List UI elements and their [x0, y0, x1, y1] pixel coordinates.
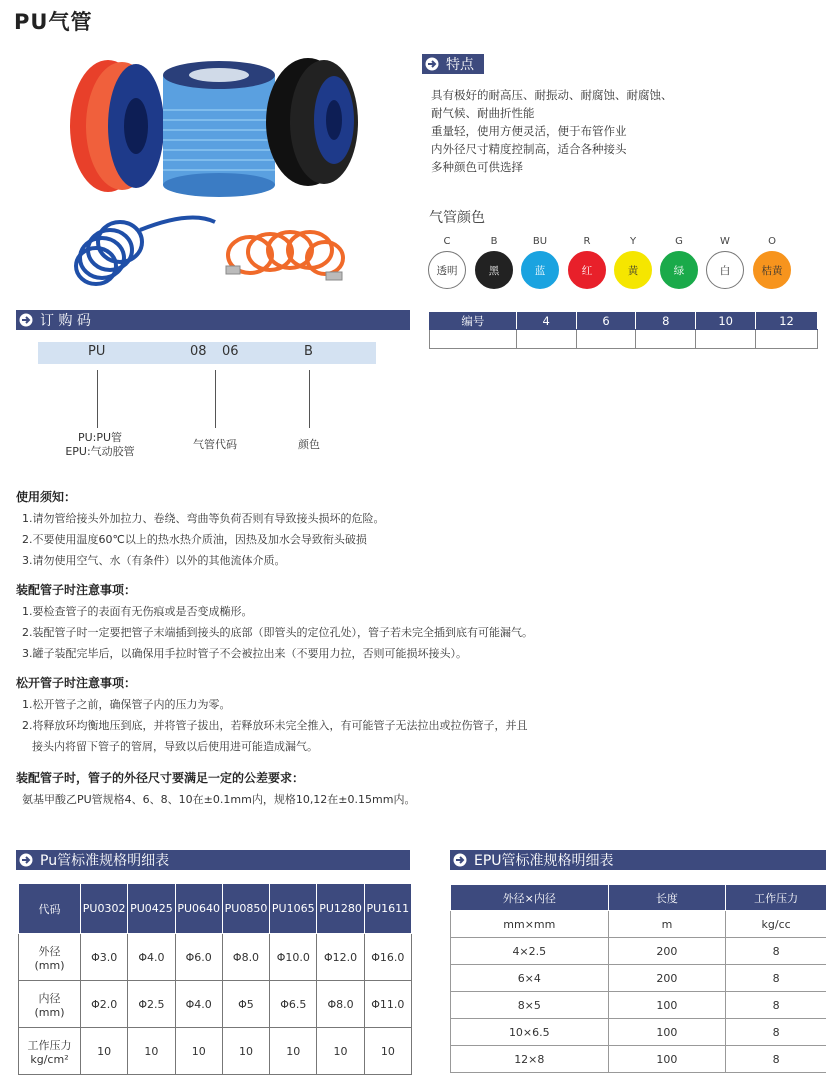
- note-item: 3.罐子装配完毕后，以确保用手拉时管子不会被拉出来（不要用力拉，否则可能损坏接头）。: [22, 647, 467, 660]
- feature-line: 内外径尺寸精度控制高，适合各种接头: [431, 142, 627, 156]
- color-item: [474, 236, 514, 289]
- note-item: 2.装配管子时一定要把管子末端插到接头的底部（即管头的定位孔处），管子若未完全插到底有可能漏气。: [22, 626, 533, 639]
- table-cell: mm×mm: [451, 911, 609, 938]
- table-cell: Φ8.0: [317, 981, 364, 1028]
- product-photo: [40, 40, 380, 310]
- table-cell: 10: [175, 1028, 222, 1075]
- note-item: 氨基甲酸乙PU管规格4、6、8、10在±0.1mm内，规格10,12在±0.15mm内。: [22, 793, 416, 806]
- table-row: [451, 1019, 826, 1046]
- order-code-label: 气管代码: [193, 438, 237, 451]
- table-header-cell: PU0850: [222, 884, 269, 934]
- color-code: BU: [532, 236, 548, 247]
- table-header-cell: PU1611: [364, 884, 411, 934]
- table-cell: [756, 330, 818, 349]
- color-code: O: [768, 236, 776, 247]
- table-cell: 10: [128, 1028, 175, 1075]
- color-dot: 红: [568, 251, 606, 289]
- table-cell: 10: [222, 1028, 269, 1075]
- table-cell: Φ6.0: [175, 934, 222, 981]
- table-cell: 10: [317, 1028, 364, 1075]
- table-cell: Φ16.0: [364, 934, 411, 981]
- row-label-cell: 内径 (mm): [19, 981, 81, 1028]
- table-cell: Φ8.0: [222, 934, 269, 981]
- table-header-cell: 4: [516, 313, 576, 330]
- table-cell: 8: [726, 992, 826, 1019]
- notes-heading: 装配管子时注意事项：: [16, 583, 137, 597]
- order-code-part: 08: [190, 344, 207, 359]
- color-code: C: [443, 236, 451, 247]
- order-code-leader: [97, 370, 98, 428]
- red-tube-reel: [70, 60, 164, 192]
- table-cell: 100: [608, 992, 726, 1019]
- order-code-leader: [309, 370, 310, 428]
- order-code-leader: [215, 370, 216, 428]
- arrow-right-icon: [452, 852, 468, 868]
- table-cell: 8: [726, 1046, 826, 1073]
- table-header-cell: PU0640: [175, 884, 222, 934]
- color-code: B: [490, 236, 498, 247]
- color-code: G: [675, 236, 683, 247]
- arrow-right-icon: [18, 852, 34, 868]
- table-cell: Φ2.0: [81, 981, 128, 1028]
- table-row: [19, 1028, 412, 1075]
- table-header-row: [451, 885, 826, 911]
- table-cell: 200: [608, 938, 726, 965]
- color-dot: 桔黄: [753, 251, 791, 289]
- feature-line: 重量轻，使用方便灵活，便于布管作业: [431, 124, 627, 138]
- table-cell: [636, 330, 696, 349]
- notes-group: [16, 769, 636, 810]
- table-header-cell: PU1280: [317, 884, 364, 934]
- features-heading: 特点: [422, 54, 484, 74]
- table-header-cell: 编号: [430, 313, 517, 330]
- table-cell: Φ11.0: [364, 981, 411, 1028]
- epu-spec-table: [450, 884, 826, 1073]
- note-item: 2.不要使用温度60℃以上的热水热介质油，因热及加水会导致衔头破损: [22, 533, 367, 546]
- size-table: [429, 312, 818, 349]
- color-item: [659, 236, 699, 289]
- arrow-right-icon: [424, 56, 440, 72]
- row-label-cell: 外径 (mm): [19, 934, 81, 981]
- table-header-cell: 工作压力: [726, 885, 826, 911]
- usage-notes: [16, 488, 636, 810]
- table-cell: [516, 330, 576, 349]
- table-cell: m: [608, 911, 726, 938]
- table-cell: 200: [608, 965, 726, 992]
- black-tube-reel: [266, 58, 358, 186]
- table-header-cell: 6: [576, 313, 636, 330]
- table-cell: Φ4.0: [128, 934, 175, 981]
- table-cell: Φ12.0: [317, 934, 364, 981]
- table-header-cell: 8: [636, 313, 696, 330]
- table-header-cell: 10: [696, 313, 756, 330]
- table-row: [451, 965, 826, 992]
- order-code-part: B: [304, 344, 313, 359]
- table-header-row: [19, 884, 412, 934]
- table-cell: Φ6.5: [270, 981, 317, 1028]
- color-dot: 透明: [428, 251, 466, 289]
- color-item: [567, 236, 607, 289]
- table-row: [430, 330, 818, 349]
- color-dot: 黑: [475, 251, 513, 289]
- table-cell: kg/cc: [726, 911, 826, 938]
- note-item: 1.请勿管给接头外加拉力、卷绕、弯曲等负荷否则有导致接头损坏的危险。: [22, 512, 385, 525]
- note-item: 2.将释放环均衡地压到底，并将管子拔出，若释放环未完全推入，有可能管子无法拉出或拉伤管子，并且: [22, 719, 528, 732]
- table-row: [451, 1046, 826, 1073]
- notes-group: [16, 674, 636, 757]
- table-cell: 10: [364, 1028, 411, 1075]
- color-dot: 黄: [614, 251, 652, 289]
- note-item: 3.请勿使用空气、水（有条件）以外的其他流体介质。: [22, 554, 286, 567]
- note-item: 接头内将留下管子的管屑，导致以后使用进可能造成漏气。: [32, 740, 318, 753]
- table-cell: 8: [726, 938, 826, 965]
- feature-line: 多种颜色可供选择: [431, 160, 523, 174]
- table-cell: 8: [726, 965, 826, 992]
- notes-heading: 松开管子时注意事项：: [16, 676, 137, 690]
- table-cell: Φ2.5: [128, 981, 175, 1028]
- table-cell: [430, 330, 517, 349]
- notes-group: [16, 581, 636, 664]
- feature-line: 耐气候、耐曲折性能: [431, 106, 535, 120]
- table-header-cell: PU0302: [81, 884, 128, 934]
- blue-coil-tube: [76, 218, 215, 285]
- orange-coil-tube: [226, 232, 343, 280]
- color-item: [520, 236, 560, 289]
- note-item: 1.松开管子之前，确保管子内的压力为零。: [22, 698, 231, 711]
- table-row: [451, 992, 826, 1019]
- table-cell: Φ5: [222, 981, 269, 1028]
- features-list: [431, 86, 673, 176]
- color-dot: 绿: [660, 251, 698, 289]
- table-row: [19, 934, 412, 981]
- table-row: [451, 911, 826, 938]
- table-cell: 8: [726, 1019, 826, 1046]
- color-item: [752, 236, 792, 289]
- color-dot: 白: [706, 251, 744, 289]
- table-header-cell: PU0425: [128, 884, 175, 934]
- feature-line: 具有极好的耐高压、耐振动、耐腐蚀、耐腐蚀、: [431, 88, 673, 102]
- notes-heading: 使用须知：: [16, 490, 77, 504]
- table-cell: 4×2.5: [451, 938, 609, 965]
- color-dot: 蓝: [521, 251, 559, 289]
- table-header-cell: PU1065: [270, 884, 317, 934]
- color-heading: 气管颜色: [429, 210, 485, 226]
- table-cell: [576, 330, 636, 349]
- table-cell: 10: [81, 1028, 128, 1075]
- table-header-cell: 外径×内径: [451, 885, 609, 911]
- color-item: [705, 236, 745, 289]
- order-code-label: 颜色: [298, 438, 320, 451]
- table-cell: Φ10.0: [270, 934, 317, 981]
- blue-tube-reel: [163, 61, 275, 197]
- table-cell: 12×8: [451, 1046, 609, 1073]
- order-code-label: PU:PU管 EPU:气动胶管: [65, 431, 135, 458]
- table-row: [19, 981, 412, 1028]
- pu-spec-table: [18, 883, 412, 1075]
- table-header-cell: 代码: [19, 884, 81, 934]
- color-code: W: [720, 236, 730, 247]
- color-code: Y: [629, 236, 637, 247]
- order-code-box: [38, 342, 376, 364]
- table-cell: 100: [608, 1019, 726, 1046]
- table-cell: Φ4.0: [175, 981, 222, 1028]
- color-code: R: [583, 236, 591, 247]
- table-header-cell: 长度: [608, 885, 726, 911]
- table-cell: 8×5: [451, 992, 609, 1019]
- table-cell: 100: [608, 1046, 726, 1073]
- table-cell: 10×6.5: [451, 1019, 609, 1046]
- table-cell: Φ3.0: [81, 934, 128, 981]
- table-cell: [696, 330, 756, 349]
- page-title: PU气管: [14, 10, 93, 34]
- table-cell: 10: [270, 1028, 317, 1075]
- epu-table-heading: EPU管标准规格明细表: [450, 850, 826, 870]
- order-code-part: PU: [88, 344, 106, 359]
- note-item: 1.要检查管子的表面有无伤痕或是否变成椭形。: [22, 605, 253, 618]
- color-item: [427, 236, 467, 289]
- table-cell: 6×4: [451, 965, 609, 992]
- order-code-heading: 订 购 码: [16, 310, 410, 330]
- arrow-right-icon: [18, 312, 34, 328]
- table-row: [451, 938, 826, 965]
- order-code-part: 06: [222, 344, 239, 359]
- table-header-row: [430, 313, 818, 330]
- table-header-cell: 12: [756, 313, 818, 330]
- color-item: [613, 236, 653, 289]
- pu-table-heading: Pu管标准规格明细表: [16, 850, 410, 870]
- notes-heading: 装配管子时，管子的外径尺寸要满足一定的公差要求：: [16, 771, 305, 785]
- row-label-cell: 工作压力 kg/cm²: [19, 1028, 81, 1075]
- notes-group: [16, 488, 636, 571]
